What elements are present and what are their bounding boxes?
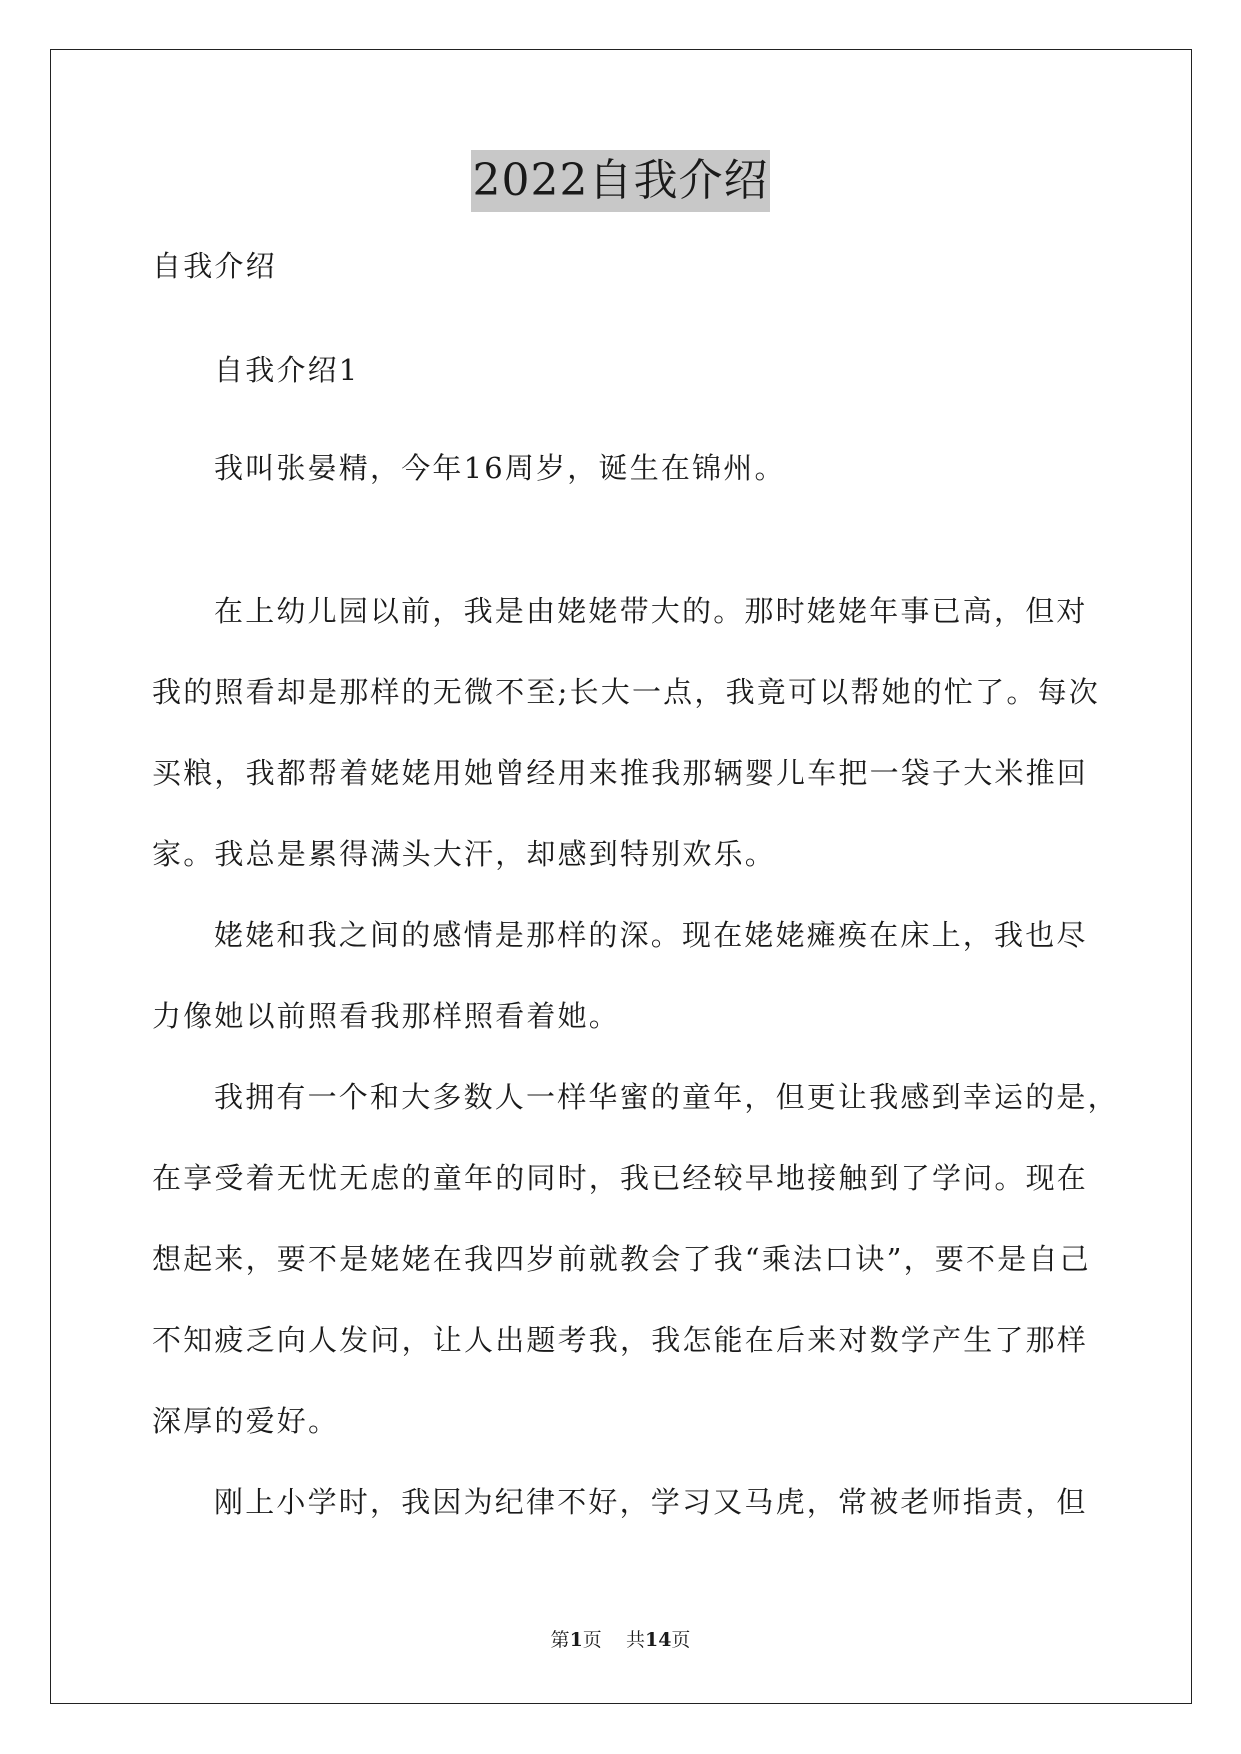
subsection-heading: 自我介绍1 bbox=[214, 353, 360, 387]
footer-current-page: 1 bbox=[569, 1629, 583, 1651]
paragraph-line: 姥姥和我之间的感情是那样的深。现在姥姥瘫痪在床上，我也尽 bbox=[214, 918, 1088, 952]
page-footer bbox=[0, 1627, 1241, 1653]
paragraph-line: 不知疲乏向人发问，让人出题考我，我怎能在后来对数学产生了那样 bbox=[152, 1323, 1089, 1357]
footer-mid: 页 共 bbox=[582, 1629, 645, 1651]
paragraph-line: 买粮，我都帮着姥姥用她曾经用来推我那辆婴儿车把一袋子大米推回 bbox=[152, 756, 1089, 790]
document-title: 2022自我介绍 bbox=[471, 150, 771, 212]
footer-suffix: 页 bbox=[671, 1629, 691, 1651]
paragraph-line: 想起来，要不是姥姥在我四岁前就教会了我“乘法口诀”，要不是自己 bbox=[152, 1242, 1091, 1276]
paragraph-line: 在上幼儿园以前，我是由姥姥带大的。那时姥姥年事已高，但对 bbox=[214, 594, 1088, 628]
paragraph-line: 深厚的爱好。 bbox=[152, 1404, 340, 1438]
paragraph-line: 我叫张晏精，今年16周岁，诞生在锦州。 bbox=[214, 451, 786, 485]
paragraph-line: 刚上小学时，我因为纪律不好，学习又马虎，常被老师指责，但 bbox=[214, 1485, 1088, 1519]
paragraph-line: 力像她以前照看我那样照看着她。 bbox=[152, 999, 621, 1033]
title-container bbox=[0, 150, 1241, 212]
footer-total-pages: 14 bbox=[644, 1629, 672, 1651]
paragraph-line: 在享受着无忧无虑的童年的同时，我已经较早地接触到了学问。现在 bbox=[152, 1161, 1089, 1195]
paragraph-line: 我拥有一个和大多数人一样华蜜的童年，但更让我感到幸运的是， bbox=[214, 1080, 1119, 1114]
footer-prefix: 第 bbox=[550, 1629, 570, 1651]
section-heading: 自我介绍 bbox=[152, 249, 277, 283]
paragraph-line: 家。我总是累得满头大汗，却感到特别欢乐。 bbox=[152, 837, 777, 871]
page-border bbox=[50, 49, 1192, 1704]
paragraph-line: 我的照看却是那样的无微不至;长大一点，我竟可以帮她的忙了。每次 bbox=[152, 675, 1100, 709]
